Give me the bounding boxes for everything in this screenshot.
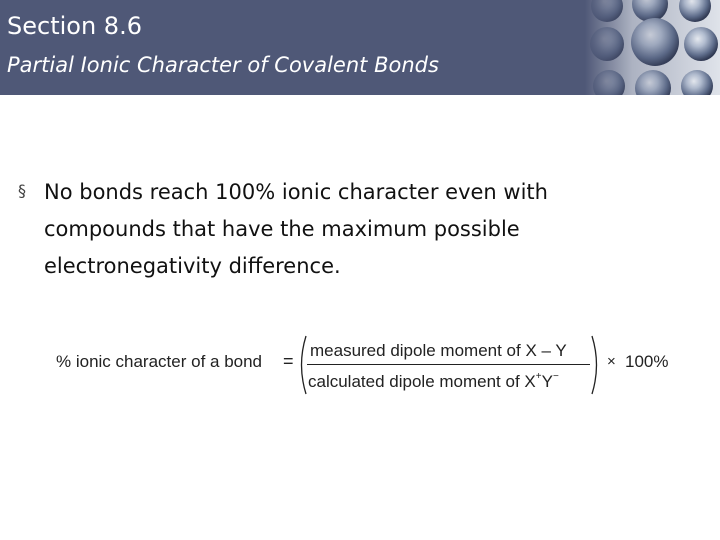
- glass-orb-grid-icon: [585, 0, 720, 95]
- formula-lhs: % ionic character of a bond: [56, 352, 263, 371]
- ionic-character-formula: [52, 332, 692, 396]
- formula-equals: =: [283, 351, 294, 371]
- title-bar: [0, 0, 720, 95]
- page-title: Section 8.6: [7, 12, 142, 40]
- bullet-text: No bonds reach 100% ionic character even with compounds that have the maximum possible electronegativity difference.: [44, 180, 548, 278]
- formula-numerator: measured dipole moment of X – Y: [310, 341, 567, 360]
- formula-factor: 100%: [625, 352, 669, 371]
- bullet-marker: §: [18, 181, 26, 200]
- formula-times: ×: [607, 353, 616, 370]
- fraction-bar: [307, 364, 590, 365]
- formula-denominator: calculated dipole moment of X+Y−: [308, 371, 559, 391]
- right-paren-icon: [590, 334, 602, 396]
- page-subtitle: Partial Ionic Character of Covalent Bonds: [7, 53, 439, 77]
- left-paren-icon: [296, 334, 308, 396]
